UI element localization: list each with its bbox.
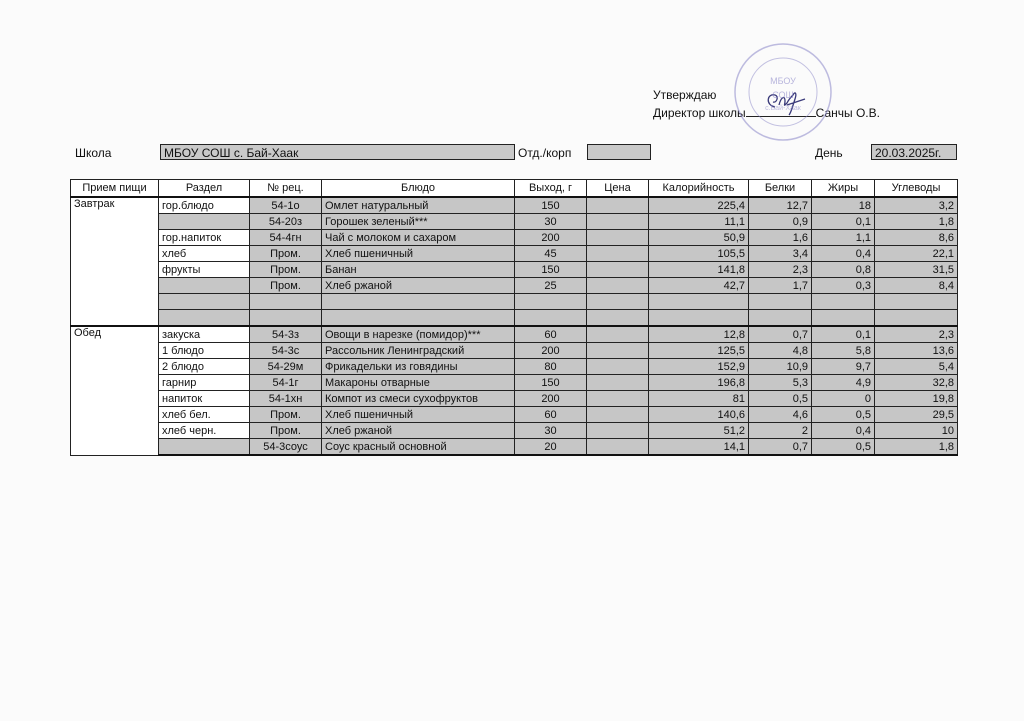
cell-fat[interactable] <box>812 294 875 310</box>
cell-prot[interactable]: 1,7 <box>749 278 812 294</box>
cell-kcal[interactable]: 152,9 <box>649 359 749 375</box>
table-row <box>71 262 958 278</box>
cell-rec[interactable]: 54-29м <box>250 359 322 375</box>
cell-prot[interactable]: 2,3 <box>749 262 812 278</box>
cell-price[interactable] <box>587 310 649 327</box>
cell-carb[interactable]: 10 <box>875 423 958 439</box>
cell-prot[interactable]: 5,3 <box>749 375 812 391</box>
cell-out[interactable]: 200 <box>515 391 587 407</box>
cell-fat[interactable]: 0,3 <box>812 278 875 294</box>
cell-price[interactable] <box>587 375 649 391</box>
dept-field[interactable] <box>587 144 651 160</box>
cell-carb[interactable] <box>875 310 958 327</box>
cell-carb[interactable]: 29,5 <box>875 407 958 423</box>
table-row <box>71 391 958 407</box>
table-row <box>71 197 958 214</box>
cell-kcal[interactable]: 141,8 <box>649 262 749 278</box>
cell-carb[interactable]: 1,8 <box>875 214 958 230</box>
cell-dish[interactable]: Банан <box>322 262 515 278</box>
cell-price[interactable] <box>587 326 649 343</box>
column-header: Жиры <box>812 180 875 198</box>
table-row <box>71 343 958 359</box>
table-row <box>71 439 958 456</box>
cell-out[interactable]: 200 <box>515 230 587 246</box>
cell-rec[interactable]: 54-4гн <box>250 230 322 246</box>
cell-carb[interactable]: 8,6 <box>875 230 958 246</box>
cell-dish[interactable]: Хлеб пшеничный <box>322 407 515 423</box>
cell-prot[interactable]: 12,7 <box>749 197 812 214</box>
cell-kcal[interactable]: 14,1 <box>649 439 749 456</box>
cell-section[interactable] <box>159 439 250 456</box>
approval-title: Утверждаю <box>653 88 717 102</box>
cell-carb[interactable]: 19,8 <box>875 391 958 407</box>
cell-price[interactable] <box>587 423 649 439</box>
cell-section[interactable] <box>159 214 250 230</box>
cell-out[interactable] <box>515 310 587 327</box>
cell-kcal[interactable]: 125,5 <box>649 343 749 359</box>
cell-kcal[interactable]: 225,4 <box>649 197 749 214</box>
cell-out[interactable]: 150 <box>515 262 587 278</box>
cell-carb[interactable] <box>875 294 958 310</box>
cell-section[interactable]: гор.блюдо <box>159 197 250 214</box>
cell-carb[interactable]: 2,3 <box>875 326 958 343</box>
column-header: Выход, г <box>515 180 587 198</box>
cell-dish[interactable]: Компот из смеси сухофруктов <box>322 391 515 407</box>
cell-rec[interactable]: 54-1хн <box>250 391 322 407</box>
cell-dish[interactable]: Хлеб пшеничный <box>322 246 515 262</box>
cell-section[interactable] <box>159 294 250 310</box>
cell-section[interactable]: хлеб <box>159 246 250 262</box>
cell-rec[interactable]: 54-3с <box>250 343 322 359</box>
svg-text:МБОУ: МБОУ <box>770 76 796 86</box>
cell-kcal[interactable]: 51,2 <box>649 423 749 439</box>
cell-kcal[interactable] <box>649 294 749 310</box>
cell-out[interactable]: 60 <box>515 407 587 423</box>
cell-section[interactable]: закуска <box>159 326 250 343</box>
column-header: Прием пищи <box>71 180 159 198</box>
cell-dish[interactable]: Соус красный основной <box>322 439 515 456</box>
cell-price[interactable] <box>587 294 649 310</box>
cell-carb[interactable]: 31,5 <box>875 262 958 278</box>
column-header: Раздел <box>159 180 250 198</box>
cell-kcal[interactable]: 105,5 <box>649 246 749 262</box>
cell-prot[interactable]: 4,8 <box>749 343 812 359</box>
table-row <box>71 230 958 246</box>
cell-price[interactable] <box>587 214 649 230</box>
cell-prot[interactable]: 4,6 <box>749 407 812 423</box>
table-header-row <box>71 180 958 198</box>
cell-kcal[interactable]: 140,6 <box>649 407 749 423</box>
column-header: Углеводы <box>875 180 958 198</box>
meal-cell: Завтрак <box>71 197 159 326</box>
svg-text:с.Бай-Хаак: с.Бай-Хаак <box>765 105 801 112</box>
cell-out[interactable]: 60 <box>515 326 587 343</box>
cell-section[interactable]: напиток <box>159 391 250 407</box>
cell-price[interactable] <box>587 439 649 456</box>
cell-prot[interactable]: 2 <box>749 423 812 439</box>
cell-prot[interactable]: 0,5 <box>749 391 812 407</box>
cell-fat[interactable]: 1,1 <box>812 230 875 246</box>
cell-out[interactable]: 20 <box>515 439 587 456</box>
cell-prot[interactable]: 0,9 <box>749 214 812 230</box>
cell-dish[interactable]: Горошек зеленый*** <box>322 214 515 230</box>
cell-carb[interactable]: 3,2 <box>875 197 958 214</box>
cell-kcal[interactable]: 12,8 <box>649 326 749 343</box>
cell-out[interactable] <box>515 294 587 310</box>
cell-prot[interactable]: 1,6 <box>749 230 812 246</box>
cell-out[interactable]: 30 <box>515 214 587 230</box>
column-header: № рец. <box>250 180 322 198</box>
cell-price[interactable] <box>587 343 649 359</box>
svg-text:СОШ: СОШ <box>772 90 794 100</box>
column-header: Калорийность <box>649 180 749 198</box>
cell-fat[interactable]: 0,4 <box>812 423 875 439</box>
cell-dish[interactable] <box>322 310 515 327</box>
cell-dish[interactable]: Хлеб ржаной <box>322 423 515 439</box>
cell-dish[interactable]: Хлеб ржаной <box>322 278 515 294</box>
cell-rec[interactable]: Пром. <box>250 262 322 278</box>
approval-position: Директор школы <box>653 106 746 120</box>
cell-section[interactable] <box>159 278 250 294</box>
cell-rec[interactable]: 54-3з <box>250 326 322 343</box>
cell-rec[interactable] <box>250 310 322 327</box>
cell-carb[interactable]: 32,8 <box>875 375 958 391</box>
table-row <box>71 423 958 439</box>
day-label: День <box>815 146 843 160</box>
cell-fat[interactable]: 0,1 <box>812 214 875 230</box>
cell-price[interactable] <box>587 391 649 407</box>
cell-out[interactable]: 30 <box>515 423 587 439</box>
cell-kcal[interactable]: 42,7 <box>649 278 749 294</box>
cell-rec[interactable]: 54-20з <box>250 214 322 230</box>
cell-fat[interactable]: 0,5 <box>812 439 875 456</box>
cell-out[interactable]: 25 <box>515 278 587 294</box>
cell-carb[interactable]: 8,4 <box>875 278 958 294</box>
cell-rec[interactable]: 54-1о <box>250 197 322 214</box>
cell-section[interactable]: гарнир <box>159 375 250 391</box>
cell-out[interactable]: 45 <box>515 246 587 262</box>
cell-prot[interactable]: 0,7 <box>749 439 812 456</box>
cell-section[interactable]: 2 блюдо <box>159 359 250 375</box>
cell-kcal[interactable]: 50,9 <box>649 230 749 246</box>
cell-carb[interactable]: 22,1 <box>875 246 958 262</box>
cell-price[interactable] <box>587 246 649 262</box>
cell-prot[interactable]: 0,7 <box>749 326 812 343</box>
cell-prot[interactable]: 3,4 <box>749 246 812 262</box>
cell-rec[interactable]: 54-3соус <box>250 439 322 456</box>
cell-dish[interactable]: Овощи в нарезке (помидор)*** <box>322 326 515 343</box>
cell-section[interactable]: гор.напиток <box>159 230 250 246</box>
cell-kcal[interactable]: 11,1 <box>649 214 749 230</box>
school-field[interactable]: МБОУ СОШ с. Бай-Хаак <box>160 144 515 160</box>
cell-fat[interactable]: 0,1 <box>812 326 875 343</box>
approval-name: Санчы О.В. <box>815 106 880 120</box>
cell-price[interactable] <box>587 278 649 294</box>
cell-dish[interactable]: Рассольник Ленинградский <box>322 343 515 359</box>
table-row <box>71 246 958 262</box>
cell-price[interactable] <box>587 262 649 278</box>
cell-dish[interactable]: Омлет натуральный <box>322 197 515 214</box>
column-header: Блюдо <box>322 180 515 198</box>
cell-fat[interactable]: 4,9 <box>812 375 875 391</box>
cell-fat[interactable]: 0 <box>812 391 875 407</box>
cell-carb[interactable]: 13,6 <box>875 343 958 359</box>
cell-price[interactable] <box>587 197 649 214</box>
cell-prot[interactable] <box>749 310 812 327</box>
cell-rec[interactable]: Пром. <box>250 423 322 439</box>
cell-fat[interactable]: 5,8 <box>812 343 875 359</box>
cell-dish[interactable]: Чай с молоком и сахаром <box>322 230 515 246</box>
cell-section[interactable]: хлеб бел. <box>159 407 250 423</box>
cell-kcal[interactable] <box>649 310 749 327</box>
seal-stamp-icon <box>728 40 838 144</box>
cell-dish[interactable]: Макароны отварные <box>322 375 515 391</box>
cell-prot[interactable]: 10,9 <box>749 359 812 375</box>
column-header: Цена <box>587 180 649 198</box>
cell-rec[interactable]: Пром. <box>250 407 322 423</box>
cell-fat[interactable]: 0,4 <box>812 246 875 262</box>
cell-section[interactable]: фрукты <box>159 262 250 278</box>
cell-dish[interactable] <box>322 294 515 310</box>
cell-rec[interactable]: 54-1г <box>250 375 322 391</box>
cell-section[interactable]: 1 блюдо <box>159 343 250 359</box>
cell-kcal[interactable]: 196,8 <box>649 375 749 391</box>
cell-prot[interactable] <box>749 294 812 310</box>
menu-table <box>70 179 958 456</box>
table-row <box>71 407 958 423</box>
column-header: Белки <box>749 180 812 198</box>
cell-kcal[interactable]: 81 <box>649 391 749 407</box>
cell-fat[interactable] <box>812 310 875 327</box>
cell-out[interactable]: 150 <box>515 375 587 391</box>
table-row <box>71 294 958 310</box>
cell-section[interactable]: хлеб черн. <box>159 423 250 439</box>
cell-carb[interactable]: 1,8 <box>875 439 958 456</box>
dept-label: Отд./корп <box>518 146 572 160</box>
cell-price[interactable] <box>587 359 649 375</box>
cell-out[interactable]: 80 <box>515 359 587 375</box>
cell-dish[interactable]: Фрикадельки из говядины <box>322 359 515 375</box>
cell-section[interactable] <box>159 310 250 327</box>
table-row <box>71 278 958 294</box>
meal-cell: Обед <box>71 326 159 455</box>
table-row <box>71 359 958 375</box>
cell-rec[interactable]: Пром. <box>250 278 322 294</box>
cell-rec[interactable] <box>250 294 322 310</box>
cell-fat[interactable]: 18 <box>812 197 875 214</box>
cell-price[interactable] <box>587 407 649 423</box>
table-row <box>71 375 958 391</box>
cell-out[interactable]: 200 <box>515 343 587 359</box>
school-label: Школа <box>75 146 112 160</box>
cell-price[interactable] <box>587 230 649 246</box>
cell-carb[interactable]: 5,4 <box>875 359 958 375</box>
cell-fat[interactable]: 9,7 <box>812 359 875 375</box>
cell-fat[interactable]: 0,8 <box>812 262 875 278</box>
table-row <box>71 326 958 343</box>
cell-rec[interactable]: Пром. <box>250 246 322 262</box>
cell-fat[interactable]: 0,5 <box>812 407 875 423</box>
cell-out[interactable]: 150 <box>515 197 587 214</box>
day-field[interactable]: 20.03.2025г. <box>871 144 957 160</box>
table-row <box>71 310 958 327</box>
table-row <box>71 214 958 230</box>
